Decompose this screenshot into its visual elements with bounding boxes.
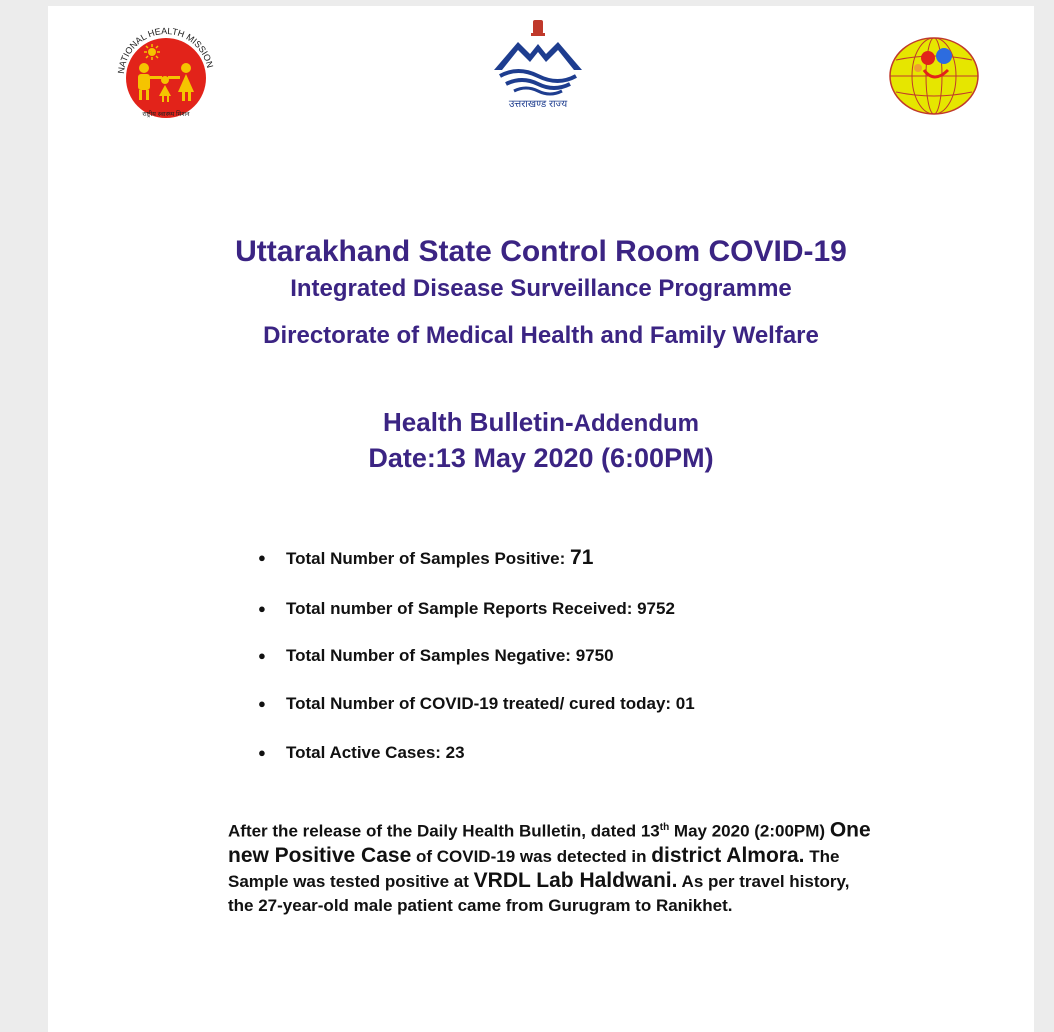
bullet-icon: ● [258, 648, 266, 663]
svg-text:NATIONAL HEALTH MISSION: NATIONAL HEALTH MISSION [115, 25, 216, 75]
stat-value: 01 [675, 694, 695, 713]
document-page [48, 6, 1034, 1032]
list-item [258, 546, 593, 570]
para-sup: th [659, 822, 670, 833]
stat-value: 23 [445, 743, 465, 762]
page-title: Uttarakhand State Control Room COVID-19 [235, 235, 847, 268]
bulletin-title-main: Health Bulletin- [383, 407, 574, 437]
uttarakhand-state-logo [488, 18, 588, 110]
list-item [258, 644, 614, 668]
stat-label: Total Number of COVID-19 treated/ cured today: [286, 694, 676, 713]
list-item [258, 741, 465, 765]
case-details-paragraph [228, 816, 878, 918]
bulletin-title-suffix: Addendum [573, 410, 699, 437]
svg-text:राष्ट्रीय स्वास्थ्य मिशन: राष्ट्रीय स्वास्थ्य मिशन [142, 111, 190, 118]
bullet-icon: ● [258, 601, 266, 616]
para-text: After the release of the Daily Health Bulletin, dated 13 [228, 821, 660, 841]
national-health-mission-logo [104, 16, 224, 126]
programme-subtitle: Integrated Disease Surveillance Programme [290, 275, 792, 302]
para-text: May 2020 (2:00PM) [669, 821, 830, 841]
bullet-icon: ● [258, 696, 266, 711]
para-text: of COVID-19 was detected in [411, 846, 652, 866]
stat-label: Total Number of Samples Negative: [286, 646, 576, 665]
directorate-subtitle: Directorate of Medical Health and Family Welfare [263, 322, 819, 349]
stat-label: Total Number of Samples Positive: [286, 549, 571, 568]
svg-text:उत्तराखण्ड राज्य: उत्तराखण्ड राज्य [508, 99, 568, 110]
stat-value: 9750 [575, 646, 614, 665]
para-emphasis: One new Positive Case [228, 818, 871, 867]
idsp-globe-logo [888, 36, 980, 116]
bulletin-date: Date:13 May 2020 (6:00PM) [368, 443, 714, 473]
para-emphasis: district Almora. [651, 843, 805, 867]
bullet-icon: ● [258, 550, 266, 565]
stat-value: 71 [570, 546, 594, 569]
bulletin-title [48, 407, 1034, 438]
list-item [258, 692, 695, 716]
bullet-icon: ● [258, 745, 266, 760]
para-text: The Sample was tested positive at [228, 846, 840, 891]
para-text: As per travel history, the 27-year-old male patient came from Gurugram to Ranikhet. [228, 871, 850, 915]
stat-label: Total Active Cases: [286, 743, 446, 762]
para-emphasis: VRDL Lab Haldwani. [473, 868, 678, 892]
stat-label: Total number of Sample Reports Received: [286, 599, 638, 618]
stat-value: 9752 [637, 599, 675, 618]
list-item [258, 597, 675, 621]
